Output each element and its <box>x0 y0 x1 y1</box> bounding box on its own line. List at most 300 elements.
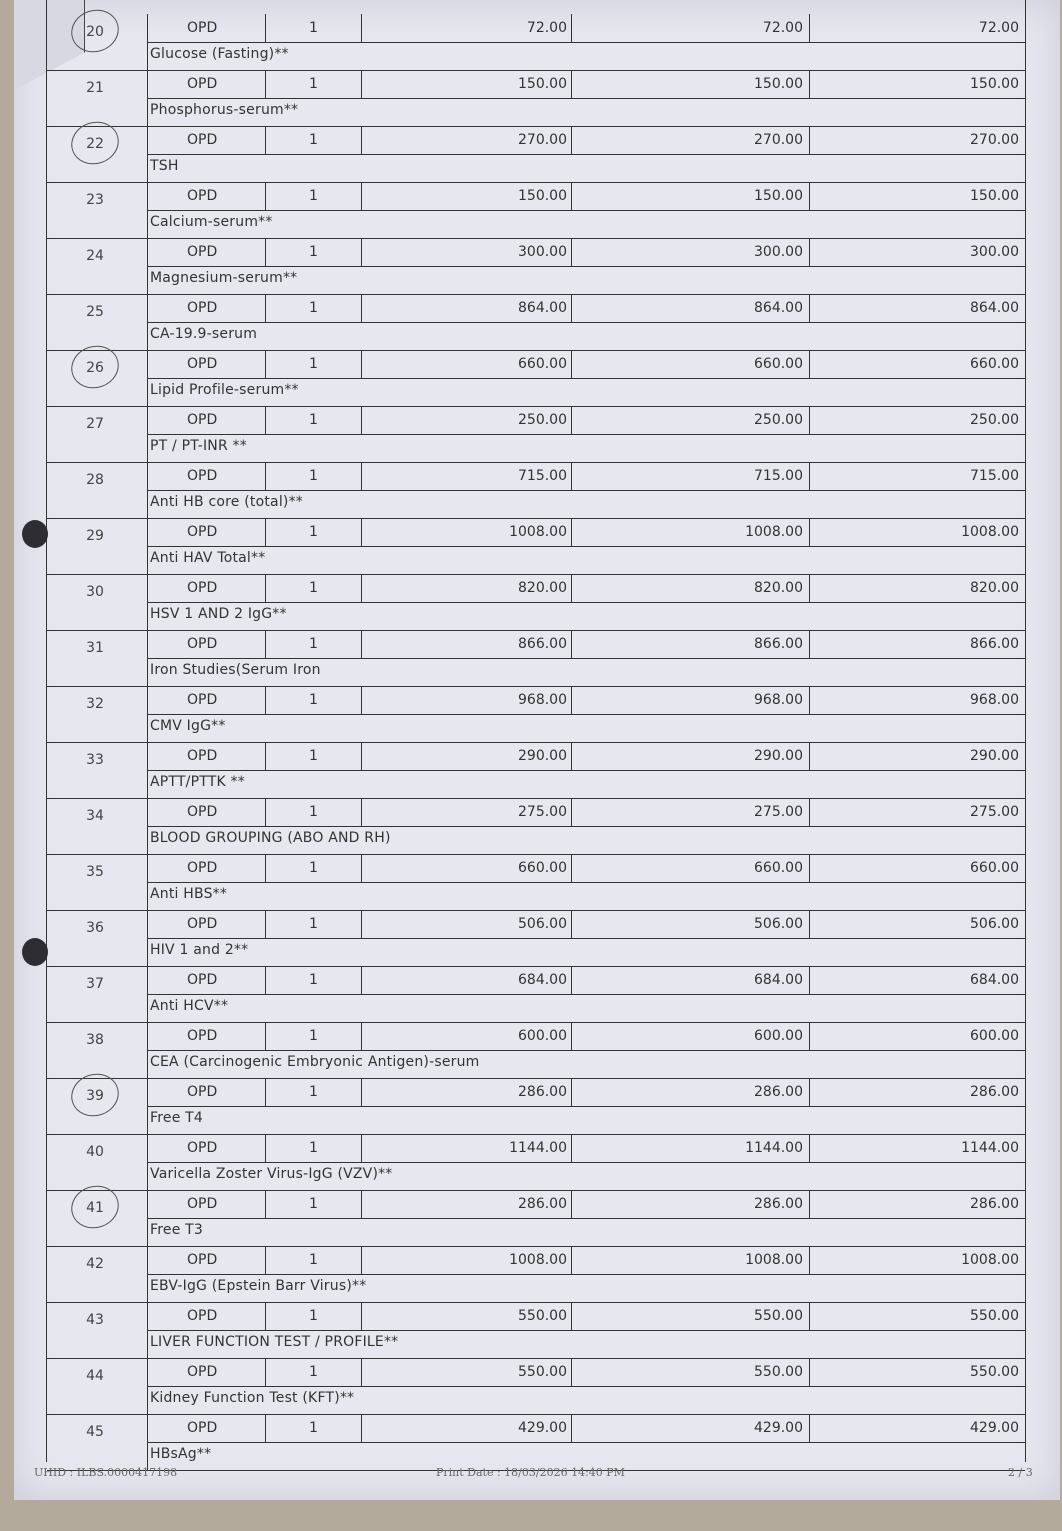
quantity: 1 <box>309 804 318 820</box>
amount: 506.00 <box>754 916 803 932</box>
serial-cell <box>47 910 148 966</box>
rate: 250.00 <box>518 412 567 428</box>
serial-number: 39 <box>86 1088 104 1104</box>
row-divider <box>147 1330 1025 1331</box>
table-row <box>47 1022 1025 1079</box>
visit-type: OPD <box>187 300 218 316</box>
serial-number: 43 <box>86 1312 104 1328</box>
test-name: CEA (Carcinogenic Embryonic Antigen)-serum <box>150 1054 480 1070</box>
column-divider <box>265 1246 266 1274</box>
net-amount: 550.00 <box>970 1364 1019 1380</box>
test-name: Calcium-serum** <box>150 214 273 230</box>
row-divider <box>147 434 1025 435</box>
serial-number: 37 <box>86 976 104 992</box>
test-name: PT / PT-INR ** <box>150 438 247 454</box>
quantity: 1 <box>309 1140 318 1156</box>
column-divider <box>361 742 362 770</box>
test-name: CA-19.9-serum <box>150 326 258 342</box>
column-divider <box>265 462 266 490</box>
column-divider <box>809 798 810 826</box>
visit-type: OPD <box>187 636 218 652</box>
uhid-text: UHID : ILBS.0000417198 <box>34 1466 178 1479</box>
table-row <box>47 182 1025 239</box>
quantity: 1 <box>309 468 318 484</box>
table-row <box>47 1358 1025 1415</box>
table-row <box>47 1078 1025 1135</box>
net-amount: 150.00 <box>970 76 1019 92</box>
table-row <box>47 462 1025 519</box>
column-divider <box>571 798 572 826</box>
serial-cell <box>47 966 148 1022</box>
amount: 550.00 <box>754 1364 803 1380</box>
table-row <box>47 350 1025 407</box>
column-divider <box>361 1134 362 1162</box>
column-divider <box>361 1022 362 1050</box>
column-divider <box>809 1190 810 1218</box>
quantity: 1 <box>309 1364 318 1380</box>
row-divider <box>147 602 1025 603</box>
visit-type: OPD <box>187 76 218 92</box>
amount: 820.00 <box>754 580 803 596</box>
column-divider <box>809 686 810 714</box>
row-divider <box>147 322 1025 323</box>
amount: 300.00 <box>754 244 803 260</box>
column-divider <box>265 238 266 266</box>
column-divider <box>571 126 572 154</box>
page-number: 2 / 3 <box>1008 1466 1033 1479</box>
column-divider <box>809 1414 810 1442</box>
rate: 550.00 <box>518 1364 567 1380</box>
net-amount: 1008.00 <box>961 524 1019 540</box>
visit-type: OPD <box>187 916 218 932</box>
net-amount: 290.00 <box>970 748 1019 764</box>
row-divider <box>147 882 1025 883</box>
column-divider <box>809 462 810 490</box>
table-row <box>47 854 1025 911</box>
column-divider <box>809 182 810 210</box>
amount: 864.00 <box>754 300 803 316</box>
serial-number: 40 <box>86 1144 104 1160</box>
visit-type: OPD <box>187 1028 218 1044</box>
test-name: Anti HCV** <box>150 998 229 1014</box>
quantity: 1 <box>309 692 318 708</box>
visit-type: OPD <box>187 972 218 988</box>
serial-cell <box>47 1358 148 1414</box>
test-name: Varicella Zoster Virus-IgG (VZV)** <box>150 1166 393 1182</box>
row-divider <box>147 1274 1025 1275</box>
net-amount: 250.00 <box>970 412 1019 428</box>
serial-cell <box>47 1246 148 1302</box>
row-divider <box>147 266 1025 267</box>
column-divider <box>361 1246 362 1274</box>
column-divider <box>361 238 362 266</box>
net-amount: 866.00 <box>970 636 1019 652</box>
amount: 660.00 <box>754 356 803 372</box>
column-divider <box>361 910 362 938</box>
column-divider <box>361 630 362 658</box>
rate: 715.00 <box>518 468 567 484</box>
quantity: 1 <box>309 76 318 92</box>
quantity: 1 <box>309 916 318 932</box>
quantity: 1 <box>309 1420 318 1436</box>
test-name: APTT/PTTK ** <box>150 774 245 790</box>
quantity: 1 <box>309 636 318 652</box>
rate: 150.00 <box>518 188 567 204</box>
bill-page <box>14 0 1060 1500</box>
serial-number: 21 <box>86 80 104 96</box>
quantity: 1 <box>309 1084 318 1100</box>
quantity: 1 <box>309 356 318 372</box>
column-divider <box>809 126 810 154</box>
row-divider <box>147 1050 1025 1051</box>
column-divider <box>571 1246 572 1274</box>
quantity: 1 <box>309 580 318 596</box>
column-divider <box>361 462 362 490</box>
amount: 684.00 <box>754 972 803 988</box>
serial-number: 35 <box>86 864 104 880</box>
rate: 275.00 <box>518 804 567 820</box>
column-divider <box>809 1246 810 1274</box>
net-amount: 1144.00 <box>961 1140 1019 1156</box>
column-divider <box>809 406 810 434</box>
column-divider <box>809 574 810 602</box>
column-divider <box>809 294 810 322</box>
table-row <box>47 686 1025 743</box>
table-row <box>47 1414 1025 1471</box>
test-name: Free T3 <box>150 1222 204 1238</box>
quantity: 1 <box>309 860 318 876</box>
serial-number: 29 <box>86 528 104 544</box>
quantity: 1 <box>309 244 318 260</box>
net-amount: 600.00 <box>970 1028 1019 1044</box>
quantity: 1 <box>309 20 318 36</box>
serial-cell <box>47 1190 148 1246</box>
column-divider <box>571 294 572 322</box>
column-divider <box>361 1358 362 1386</box>
amount: 1008.00 <box>745 524 803 540</box>
test-name: Phosphorus-serum** <box>150 102 299 118</box>
quantity: 1 <box>309 748 318 764</box>
table-row <box>47 1190 1025 1247</box>
amount: 429.00 <box>754 1420 803 1436</box>
column-divider <box>265 518 266 546</box>
table-row <box>47 294 1025 351</box>
visit-type: OPD <box>187 580 218 596</box>
test-name: TSH <box>150 158 179 174</box>
column-divider <box>571 70 572 98</box>
quantity: 1 <box>309 1196 318 1212</box>
column-divider <box>809 910 810 938</box>
column-divider <box>361 1302 362 1330</box>
test-name: Anti HB core (total)** <box>150 494 303 510</box>
serial-number: 33 <box>86 752 104 768</box>
column-divider <box>571 518 572 546</box>
serial-number: 34 <box>86 808 104 824</box>
column-divider <box>571 1078 572 1106</box>
test-name: Anti HBS** <box>150 886 228 902</box>
table-row <box>47 910 1025 967</box>
serial-cell <box>47 406 148 462</box>
test-name: EBV-IgG (Epstein Barr Virus)** <box>150 1278 367 1294</box>
column-divider <box>361 182 362 210</box>
serial-cell <box>47 238 148 294</box>
column-divider <box>265 14 266 42</box>
table-row <box>47 238 1025 295</box>
column-divider <box>265 966 266 994</box>
column-divider <box>809 14 810 42</box>
quantity: 1 <box>309 972 318 988</box>
serial-number: 23 <box>86 192 104 208</box>
column-divider <box>265 350 266 378</box>
column-divider <box>265 574 266 602</box>
net-amount: 550.00 <box>970 1308 1019 1324</box>
rate: 286.00 <box>518 1196 567 1212</box>
row-divider <box>147 1386 1025 1387</box>
column-divider <box>265 1302 266 1330</box>
quantity: 1 <box>309 1308 318 1324</box>
row-divider <box>147 210 1025 211</box>
test-name: Iron Studies(Serum Iron <box>150 662 321 678</box>
rate: 72.00 <box>526 20 567 36</box>
column-divider <box>361 1190 362 1218</box>
rate: 864.00 <box>518 300 567 316</box>
net-amount: 506.00 <box>970 916 1019 932</box>
column-divider <box>571 686 572 714</box>
visit-type: OPD <box>187 1084 218 1100</box>
column-divider <box>809 854 810 882</box>
row-divider <box>147 378 1025 379</box>
row-divider <box>147 546 1025 547</box>
net-amount: 286.00 <box>970 1196 1019 1212</box>
column-divider <box>265 854 266 882</box>
visit-type: OPD <box>187 748 218 764</box>
row-divider <box>147 938 1025 939</box>
amount: 150.00 <box>754 76 803 92</box>
column-divider <box>361 686 362 714</box>
visit-type: OPD <box>187 860 218 876</box>
rate: 300.00 <box>518 244 567 260</box>
column-divider <box>571 574 572 602</box>
quantity: 1 <box>309 132 318 148</box>
serial-number: 42 <box>86 1256 104 1272</box>
column-divider <box>571 1022 572 1050</box>
column-divider <box>571 462 572 490</box>
amount: 550.00 <box>754 1308 803 1324</box>
serial-number: 44 <box>86 1368 104 1384</box>
column-divider <box>571 854 572 882</box>
serial-number: 24 <box>86 248 104 264</box>
column-divider <box>265 630 266 658</box>
column-divider <box>265 1190 266 1218</box>
column-divider <box>265 910 266 938</box>
table-row <box>47 742 1025 799</box>
amount: 270.00 <box>754 132 803 148</box>
serial-number: 31 <box>86 640 104 656</box>
test-name: CMV IgG** <box>150 718 226 734</box>
rate: 1008.00 <box>509 1252 567 1268</box>
column-divider <box>571 14 572 42</box>
amount: 600.00 <box>754 1028 803 1044</box>
column-divider <box>571 1302 572 1330</box>
serial-number: 45 <box>86 1424 104 1440</box>
serial-cell <box>47 574 148 630</box>
table-row <box>47 574 1025 631</box>
column-divider <box>809 966 810 994</box>
column-divider <box>809 630 810 658</box>
quantity: 1 <box>309 1028 318 1044</box>
column-divider <box>809 1302 810 1330</box>
serial-cell <box>47 14 148 70</box>
table-row <box>47 406 1025 463</box>
charges-table <box>46 0 1026 1462</box>
column-divider <box>571 238 572 266</box>
serial-cell <box>47 1078 148 1134</box>
column-divider <box>265 294 266 322</box>
column-divider <box>265 406 266 434</box>
column-divider <box>809 1022 810 1050</box>
column-divider <box>265 1414 266 1442</box>
quantity: 1 <box>309 300 318 316</box>
serial-cell <box>47 70 148 126</box>
column-divider <box>571 630 572 658</box>
column-divider <box>265 742 266 770</box>
serial-cell <box>47 1134 148 1190</box>
visit-type: OPD <box>187 524 218 540</box>
table-row <box>47 630 1025 687</box>
row-divider <box>147 770 1025 771</box>
net-amount: 660.00 <box>970 356 1019 372</box>
row-divider <box>147 1106 1025 1107</box>
column-divider <box>361 406 362 434</box>
net-amount: 300.00 <box>970 244 1019 260</box>
quantity: 1 <box>309 412 318 428</box>
visit-type: OPD <box>187 188 218 204</box>
serial-cell <box>47 126 148 182</box>
amount: 968.00 <box>754 692 803 708</box>
column-divider <box>361 1078 362 1106</box>
row-divider <box>147 994 1025 995</box>
amount: 866.00 <box>754 636 803 652</box>
visit-type: OPD <box>187 356 218 372</box>
table-row <box>47 798 1025 855</box>
visit-type: OPD <box>187 412 218 428</box>
column-divider <box>361 574 362 602</box>
column-divider <box>265 70 266 98</box>
column-divider <box>265 1022 266 1050</box>
column-divider <box>809 1358 810 1386</box>
column-divider <box>571 350 572 378</box>
column-divider <box>571 182 572 210</box>
serial-number: 30 <box>86 584 104 600</box>
amount: 275.00 <box>754 804 803 820</box>
net-amount: 968.00 <box>970 692 1019 708</box>
column-divider <box>809 70 810 98</box>
table-row <box>47 1302 1025 1359</box>
column-divider <box>361 966 362 994</box>
column-divider <box>265 686 266 714</box>
test-name: Free T4 <box>150 1110 204 1126</box>
column-divider <box>809 238 810 266</box>
column-divider <box>265 1078 266 1106</box>
visit-type: OPD <box>187 132 218 148</box>
net-amount: 820.00 <box>970 580 1019 596</box>
column-divider <box>571 1190 572 1218</box>
net-amount: 1008.00 <box>961 1252 1019 1268</box>
net-amount: 715.00 <box>970 468 1019 484</box>
net-amount: 150.00 <box>970 188 1019 204</box>
test-name: Glucose (Fasting)** <box>150 46 289 62</box>
serial-cell <box>47 1414 148 1470</box>
print-date: Print Date : 18/03/2026 14:40 PM <box>436 1466 625 1479</box>
row-divider <box>147 154 1025 155</box>
column-divider <box>361 70 362 98</box>
serial-cell <box>47 182 148 238</box>
row-divider <box>147 1442 1025 1443</box>
rate: 290.00 <box>518 748 567 764</box>
test-name: HIV 1 and 2** <box>150 942 249 958</box>
serial-cell <box>47 1022 148 1078</box>
table-row <box>47 126 1025 183</box>
column-divider <box>361 1414 362 1442</box>
amount: 715.00 <box>754 468 803 484</box>
visit-type: OPD <box>187 468 218 484</box>
row-divider <box>147 98 1025 99</box>
test-name: Anti HAV Total** <box>150 550 266 566</box>
rate: 968.00 <box>518 692 567 708</box>
serial-number: 36 <box>86 920 104 936</box>
visit-type: OPD <box>187 1364 218 1380</box>
rate: 270.00 <box>518 132 567 148</box>
rate: 286.00 <box>518 1084 567 1100</box>
test-name: BLOOD GROUPING (ABO AND RH) <box>150 830 391 846</box>
rate: 820.00 <box>518 580 567 596</box>
column-divider <box>571 406 572 434</box>
serial-cell <box>47 630 148 686</box>
rate: 866.00 <box>518 636 567 652</box>
visit-type: OPD <box>187 1252 218 1268</box>
column-divider <box>809 742 810 770</box>
amount: 660.00 <box>754 860 803 876</box>
table-row <box>47 14 1025 71</box>
column-divider <box>361 798 362 826</box>
test-name: LIVER FUNCTION TEST / PROFILE** <box>150 1334 399 1350</box>
row-divider <box>147 658 1025 659</box>
amount: 290.00 <box>754 748 803 764</box>
net-amount: 660.00 <box>970 860 1019 876</box>
amount: 150.00 <box>754 188 803 204</box>
serial-cell <box>47 1302 148 1358</box>
column-divider <box>571 742 572 770</box>
visit-type: OPD <box>187 1420 218 1436</box>
serial-number: 41 <box>86 1200 104 1216</box>
column-divider <box>361 126 362 154</box>
row-divider <box>147 1162 1025 1163</box>
table-row <box>47 70 1025 127</box>
column-divider <box>571 966 572 994</box>
serial-cell <box>47 686 148 742</box>
amount: 1008.00 <box>745 1252 803 1268</box>
serial-number: 22 <box>86 136 104 152</box>
column-divider <box>809 1078 810 1106</box>
serial-cell <box>47 518 148 574</box>
visit-type: OPD <box>187 692 218 708</box>
column-divider <box>809 518 810 546</box>
visit-type: OPD <box>187 804 218 820</box>
rate: 550.00 <box>518 1308 567 1324</box>
rate: 150.00 <box>518 76 567 92</box>
amount: 250.00 <box>754 412 803 428</box>
visit-type: OPD <box>187 20 218 36</box>
